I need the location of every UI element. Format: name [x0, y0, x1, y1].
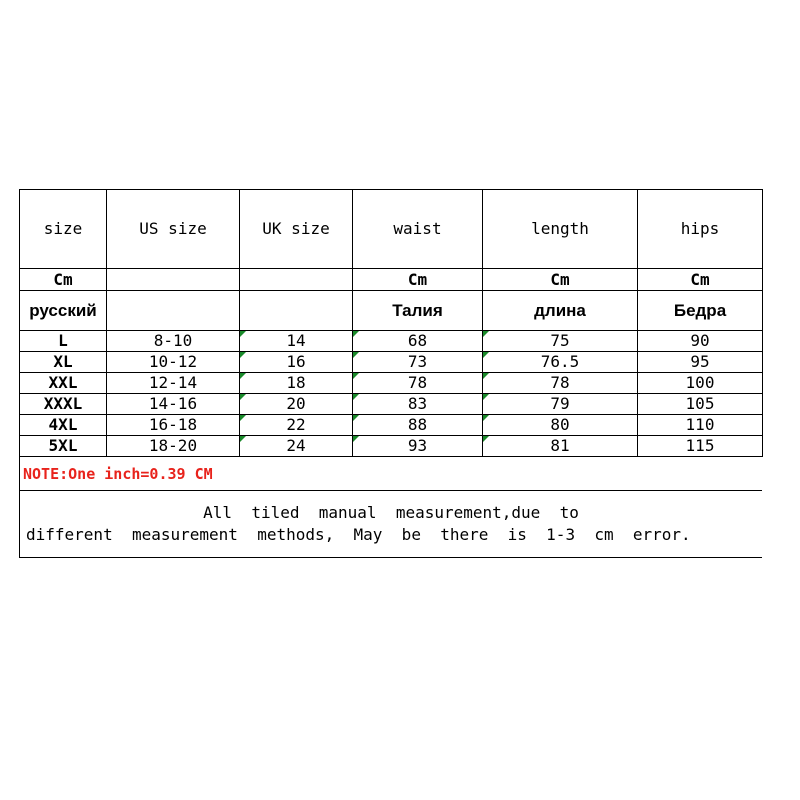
table-cell: 24	[240, 436, 353, 457]
table-cell: 88	[353, 415, 483, 436]
table-row	[20, 415, 763, 436]
russian-cell: Бедра	[638, 291, 763, 331]
table-cell: 20	[240, 394, 353, 415]
table-cell: 100	[638, 373, 763, 394]
unit-cell	[107, 269, 240, 291]
table-cell: 93	[353, 436, 483, 457]
header-uk-size: UK size	[240, 190, 353, 269]
size-table	[19, 189, 763, 457]
table-cell: 68	[353, 331, 483, 352]
header-row	[20, 190, 763, 269]
table-cell: 83	[353, 394, 483, 415]
table-cell: 79	[483, 394, 638, 415]
table-cell: 78	[483, 373, 638, 394]
russian-cell	[240, 291, 353, 331]
table-cell: 4XL	[20, 415, 107, 436]
russian-cell: русский	[20, 291, 107, 331]
note-text: NOTE:One inch=0.39 CM	[19, 457, 762, 491]
header-size: size	[20, 190, 107, 269]
table-cell: 115	[638, 436, 763, 457]
header-us-size: US size	[107, 190, 240, 269]
table-row	[20, 331, 763, 352]
table-cell: 14	[240, 331, 353, 352]
russian-cell: длина	[483, 291, 638, 331]
table-cell: 18-20	[107, 436, 240, 457]
header-waist: waist	[353, 190, 483, 269]
table-cell: 78	[353, 373, 483, 394]
table-cell: 73	[353, 352, 483, 373]
table-row	[20, 352, 763, 373]
table-cell: 105	[638, 394, 763, 415]
table-cell: 5XL	[20, 436, 107, 457]
russian-row	[20, 291, 763, 331]
table-cell: XL	[20, 352, 107, 373]
table-cell: 16-18	[107, 415, 240, 436]
disclaimer-line-2: different measurement methods, May be there is 1-3 cm error.	[26, 525, 691, 544]
unit-row	[20, 269, 763, 291]
unit-cell: Cm	[20, 269, 107, 291]
table-cell: 16	[240, 352, 353, 373]
table-row	[20, 436, 763, 457]
table-cell: 81	[483, 436, 638, 457]
size-chart	[19, 189, 762, 558]
table-cell: L	[20, 331, 107, 352]
table-cell: 75	[483, 331, 638, 352]
unit-cell	[240, 269, 353, 291]
unit-cell: Cm	[483, 269, 638, 291]
unit-cell: Cm	[638, 269, 763, 291]
russian-cell: Талия	[353, 291, 483, 331]
table-cell: 14-16	[107, 394, 240, 415]
table-row	[20, 373, 763, 394]
table-cell: 80	[483, 415, 638, 436]
table-cell: XXXL	[20, 394, 107, 415]
table-cell: 110	[638, 415, 763, 436]
unit-cell: Cm	[353, 269, 483, 291]
table-cell: 22	[240, 415, 353, 436]
table-cell: 8-10	[107, 331, 240, 352]
table-cell: 10-12	[107, 352, 240, 373]
disclaimer	[19, 491, 762, 558]
header-length: length	[483, 190, 638, 269]
disclaimer-line-1: All tiled manual measurement,due to	[203, 503, 579, 522]
table-cell: XXL	[20, 373, 107, 394]
table-cell: 90	[638, 331, 763, 352]
table-row	[20, 394, 763, 415]
header-hips: hips	[638, 190, 763, 269]
table-cell: 76.5	[483, 352, 638, 373]
russian-cell	[107, 291, 240, 331]
table-cell: 95	[638, 352, 763, 373]
table-cell: 18	[240, 373, 353, 394]
table-cell: 12-14	[107, 373, 240, 394]
